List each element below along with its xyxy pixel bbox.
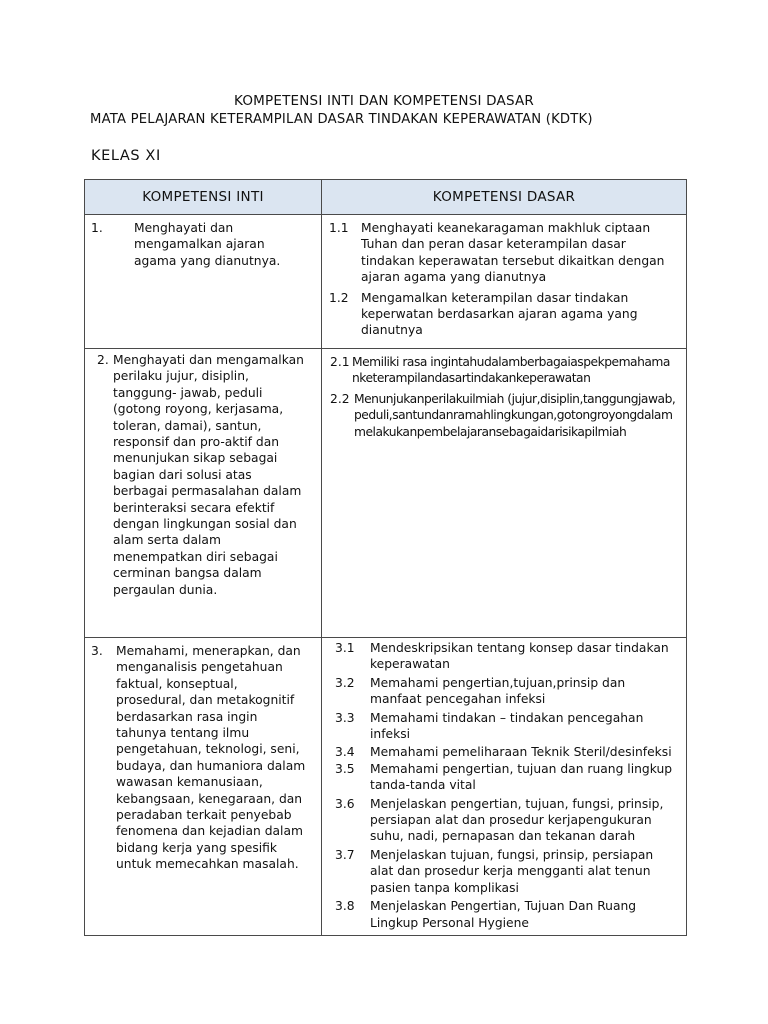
kd-cell <box>322 349 687 638</box>
table-row <box>85 349 687 638</box>
kd-item: 3.5 Memahami pengertian, tujuan dan ruang lingkup tanda-tanda vital <box>335 761 673 793</box>
kd-item: 3.1 Mendeskripsikan tentang konsep dasar tindakan keperawatan <box>335 641 669 672</box>
kd-item: 1.1 Menghayati keanekaragaman makhluk ciptaan Tuhan dan peran dasar keterampilan dasar tindakan keperawatan tersebut dikaitkan dengan ajaran agama yang dianutnya <box>329 221 665 285</box>
ki-cell <box>85 215 322 349</box>
kd-item: 2.2 Menunjukanperilakuilmiah (jujur,disiplin,tanggungjawab,peduli,santundanramahlingkungan,gotongroyongdalammelakukanpembelajaransebagaidarisikapilmiah <box>330 391 676 439</box>
kd-cell <box>322 638 687 936</box>
kd-item: 3.6 Menjelaskan pengertian, tujuan, fungsi, prinsip, persiapan alat dan prosedur kerjapengukuran suhu, nadi, pernapasan dan tekanan darah <box>335 796 664 844</box>
kd-cell <box>322 215 687 349</box>
ki-number: 2. <box>97 353 109 367</box>
ki-text: Menghayati dan mengamalkan perilaku jujur, disiplin, tanggung- jawab, peduli (gotong royong, kerjasama, toleran, damai), santun, responsif dan pro-aktif dan menunjukan sikap sebagai bagian dari solusi atas berbagai permasalahan dalam berinteraksi secara efektif dengan lingkungan sosial dan alam serta dalam menempatkan diri sebagai cerminan bangsa dalam pergaulan dunia. <box>113 353 304 597</box>
table-row <box>85 638 687 936</box>
document-title: KOMPETENSI INTI DAN KOMPETENSI DASAR <box>234 93 534 109</box>
ki-cell <box>85 349 322 638</box>
header-kompetensi-dasar: KOMPETENSI DASAR <box>322 180 687 215</box>
header-kompetensi-inti: KOMPETENSI INTI <box>85 180 322 215</box>
kd-item: 3.4 Memahami pemeliharaan Teknik Steril/desinfeksi <box>335 745 672 760</box>
ki-text: Memahami, menerapkan, dan menganalisis pengetahuan faktual, konseptual, prosedural, dan metakognitif berdasarkan rasa ingin tahunya tentang ilmu pengetahuan, teknologi, seni, budaya, dan humaniora dalam wawasan kemanusiaan, kebangsaan, kenegaraan, dan peradaban terkait penyebab fenomena dan kejadian dalam bidang kerja yang spesifik untuk memecahkan masalah. <box>116 644 306 872</box>
ki-text: Menghayati dan mengamalkan ajaran agama yang dianutnya. <box>134 221 281 268</box>
ki-number: 3. <box>91 644 103 658</box>
ki-cell <box>85 638 322 936</box>
competency-table <box>84 179 687 936</box>
class-label: KELAS XI <box>91 148 161 164</box>
kd-item: 2.1 Memiliki rasa ingintahudalamberbagaiaspekpemahamanketerampilandasartindakankeperawatan <box>330 355 670 386</box>
kd-item: 3.7 Menjelaskan tujuan, fungsi, prinsip, persiapan alat dan prosedur kerja mengganti alat tenun pasien tanpa komplikasi <box>335 847 654 895</box>
kd-item: 3.8 Menjelaskan Pengertian, Tujuan Dan Ruang Lingkup Personal Hygiene <box>335 899 637 930</box>
document-subtitle: MATA PELAJARAN KETERAMPILAN DASAR TINDAKAN KEPERAWATAN (KDTK) <box>90 112 593 127</box>
ki-number: 1. <box>91 221 103 235</box>
table-row <box>85 215 687 349</box>
kd-item: 3.2 Memahami pengertian,tujuan,prinsip dan manfaat pencegahan infeksi <box>335 675 626 707</box>
kd-item: 1.2 Mengamalkan keterampilan dasar tindakan keperwatan berdasarkan ajaran agama yang dianutnya <box>329 290 638 338</box>
kd-item: 3.3 Memahami tindakan – tindakan pencegahan infeksi <box>335 710 644 742</box>
table-header-row <box>85 180 687 215</box>
